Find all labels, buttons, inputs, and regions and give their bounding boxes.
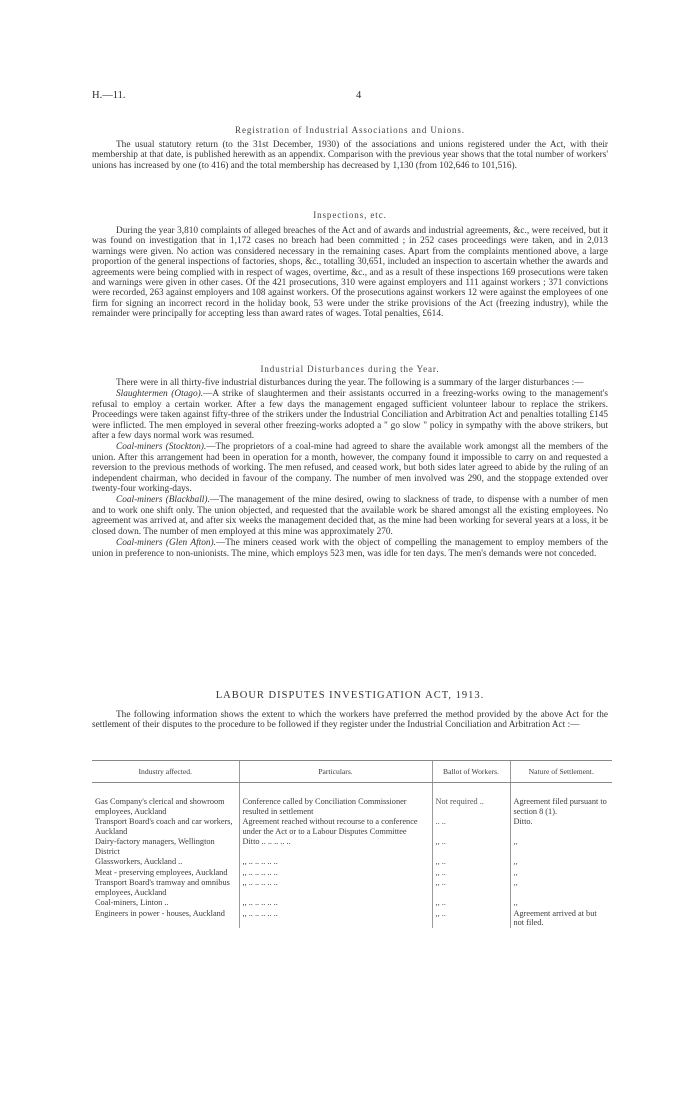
table-spacer <box>92 782 612 796</box>
disturbance-title: Coal-miners (Glen Afton). <box>116 538 216 549</box>
table-row <box>92 897 612 908</box>
cell-settlement: ,, <box>510 836 612 856</box>
cell-ballot: .. .. <box>432 816 510 836</box>
disputes-table <box>92 760 612 928</box>
inspections-heading: Inspections, etc. <box>313 210 387 220</box>
inspections-paragraph <box>92 226 608 320</box>
cell-ballot: ,, .. <box>432 877 510 897</box>
disturbance-text: —The management of the mine desired, owing to slackness of trade, to dispense with a number of men and to work one shift only. The union objected, and requested that the available work be shared amongst all the existing employees. No agreement was arrived at, and after six weeks the management decided that, as the mine had been working for several years at a loss, it be closed down. The number of men employed at this mine was approximately 270. <box>92 495 608 537</box>
cell-settlement: Ditto. <box>510 816 612 836</box>
column-header-settlement: Nature of Settlement. <box>510 761 612 783</box>
disturbance-text: —The proprietors of a coal-mine had agreed to share the available work amongst all the members of the union. After this arrangement had been in operation for a month, however, the company found it impossible to carry on and requested a reversion to the previous methods of working. The men refused, and ceased work, but both sides later agreed to abide by the ruling of an independent chairman, who decided in favour of the company. The number of men involved was 290, and the stoppage extended over twenty-four working-days. <box>92 442 608 495</box>
cell-industry: Coal-miners, Linton .. <box>95 898 169 907</box>
cell-ballot: ,, .. <box>432 897 510 908</box>
registration-heading: Registration of Industrial Associations and Unions. <box>235 125 465 135</box>
cell-particulars: Conference called by Conciliation Commissioner resulted in settlement <box>239 796 432 816</box>
cell-particulars: ,, .. .. .. .. .. <box>239 867 432 878</box>
disturbance-item <box>92 538 608 559</box>
table-row <box>92 816 612 836</box>
registration-text: The usual statutory return (to the 31st December, 1930) of the associations and unions registered under the Act, with their membership at that date, is published herewith as an appendix. Comparison with the previous year shows that the total number of workers' unions has increased by one (to 416) and the total membership has decreased by 1,130 (from 102,646 to 101,516). <box>92 140 608 171</box>
table-row <box>92 908 612 928</box>
cell-settlement: ,, <box>510 897 612 908</box>
disturbance-item <box>92 389 608 441</box>
cell-ballot: ,, .. <box>432 856 510 867</box>
disturbance-item <box>92 442 608 494</box>
cell-ballot: Not required .. <box>432 796 510 816</box>
cell-industry: Dairy-factory managers, Wellington District <box>95 837 215 856</box>
cell-particulars: ,, .. .. .. .. .. <box>239 877 432 897</box>
labour-act-paragraph <box>92 710 608 731</box>
disturbance-title: Coal-miners (Blackball). <box>116 495 210 506</box>
labour-act-intro: The following information shows the extent to which the workers have preferred the method provided by the above Act for the settlement of their disputes to the procedure to be followed if they register under the Industrial Conciliation and Arbitration Act :— <box>92 710 608 731</box>
disturbances-section <box>92 378 608 559</box>
disturbances-heading: Industrial Disturbances during the Year. <box>260 364 440 374</box>
cell-particulars: ,, .. .. .. .. .. <box>239 897 432 908</box>
cell-settlement: ,, <box>510 856 612 867</box>
cell-ballot: ,, .. <box>432 908 510 928</box>
table-row <box>92 867 612 878</box>
cell-particulars: Ditto .. .. .. .. .. <box>239 836 432 856</box>
table-header-row <box>92 761 612 783</box>
page-number: 4 <box>356 90 362 101</box>
registration-paragraph <box>92 140 608 171</box>
labour-act-heading: LABOUR DISPUTES INVESTIGATION ACT, 1913. <box>215 690 485 701</box>
table-row <box>92 796 612 816</box>
cell-industry: Glassworkers, Auckland .. <box>95 857 183 866</box>
cell-particulars: ,, .. .. .. .. .. <box>239 856 432 867</box>
cell-industry: Transport Board's coach and car workers, Auckland <box>95 817 233 836</box>
table-row <box>92 836 612 856</box>
cell-settlement: ,, <box>510 867 612 878</box>
cell-settlement: Agreement arrived at but not filed. <box>510 908 612 928</box>
disturbances-intro: There were in all thirty-five industrial disturbances during the year. The following is a summary of the larger disturbances :— <box>116 378 584 388</box>
disturbance-text: —A strike of slaughtermen and their assistants occurred in a freezing-works owing to the management's refusal to employ a certain worker. After a few days the management engaged sufficient volunteer labour to replace the strikers. Proceedings were taken against fifty-three of the strikers under the Industrial Conciliation and Arbitration Act and penalties totalling £145 were inflicted. The men employed in several other freezing-works adopted a " go slow " policy in sympathy with the above strikers, but after a few days normal work was resumed. <box>92 389 608 442</box>
cell-settlement: Agreement filed pursuant to section 8 (1). <box>510 796 612 816</box>
cell-particulars: ,, .. .. .. .. .. <box>239 908 432 928</box>
cell-ballot: ,, .. <box>432 836 510 856</box>
cell-industry: Meat - preserving employees, Auckland <box>95 867 228 877</box>
column-header-ballot: Ballot of Workers. <box>432 761 510 783</box>
page-header <box>92 90 608 104</box>
disturbance-item <box>92 495 608 537</box>
column-header-industry: Industry affected. <box>92 761 239 783</box>
cell-settlement: ,, <box>510 877 612 897</box>
cell-industry: Gas Company's clerical and showroom employees, Auckland <box>95 797 225 816</box>
cell-industry: Engineers in power - houses, Auckland <box>95 908 225 918</box>
table-row <box>92 856 612 867</box>
disturbance-title: Slaughtermen (Otago). <box>116 389 204 400</box>
table-row <box>92 877 612 897</box>
disturbance-title: Coal-miners (Stockton). <box>116 442 207 453</box>
cell-industry: Transport Board's tramway and omnibus employees, Auckland <box>95 878 230 897</box>
inspections-text: During the year 3,810 complaints of alleged breaches of the Act and of awards and industrial agreements, &c., were received, but it was found on investigation that in 1,172 cases no breach had been committed ; in 252 cases proceedings were taken, and in 2,013 warnings were given. No action was considered necessary in the remaining cases. Apart from the complaints mentioned above, a large proportion of the general inspections of factories, shops, &c., totalling 30,651, included an inspection to ascertain whether the awards and agreements were being complied with in respect of wages, overtime, &c., and as a result of these inspections 169 prosecutions were taken and warnings were given in other cases. Of the 421 prosecutions, 310 were against employers and 111 against workers ; 371 convictions were recorded, 263 against employers and 108 against workers. Of the prosecutions against workers 12 were against the employees of one firm for signing an incorrect record in the holiday book, 53 were under the strike provisions of the Act (freezing industry), while the remainder were principally for accepting less than award rates of wages. Total penalties, £614. <box>92 226 608 320</box>
report-reference: H.—11. <box>92 90 126 101</box>
cell-particulars: Agreement reached without recourse to a conference under the Act or to a Labour Disputes Committee <box>239 816 432 836</box>
disturbance-text: —The miners ceased work with the object of compelling the management to employ members of the union in preference to non-unionists. The mine, which employs 523 men, was idle for ten days. The men's demands were not conceded. <box>92 538 608 559</box>
column-header-particulars: Particulars. <box>239 761 432 783</box>
cell-ballot: ,, .. <box>432 867 510 878</box>
